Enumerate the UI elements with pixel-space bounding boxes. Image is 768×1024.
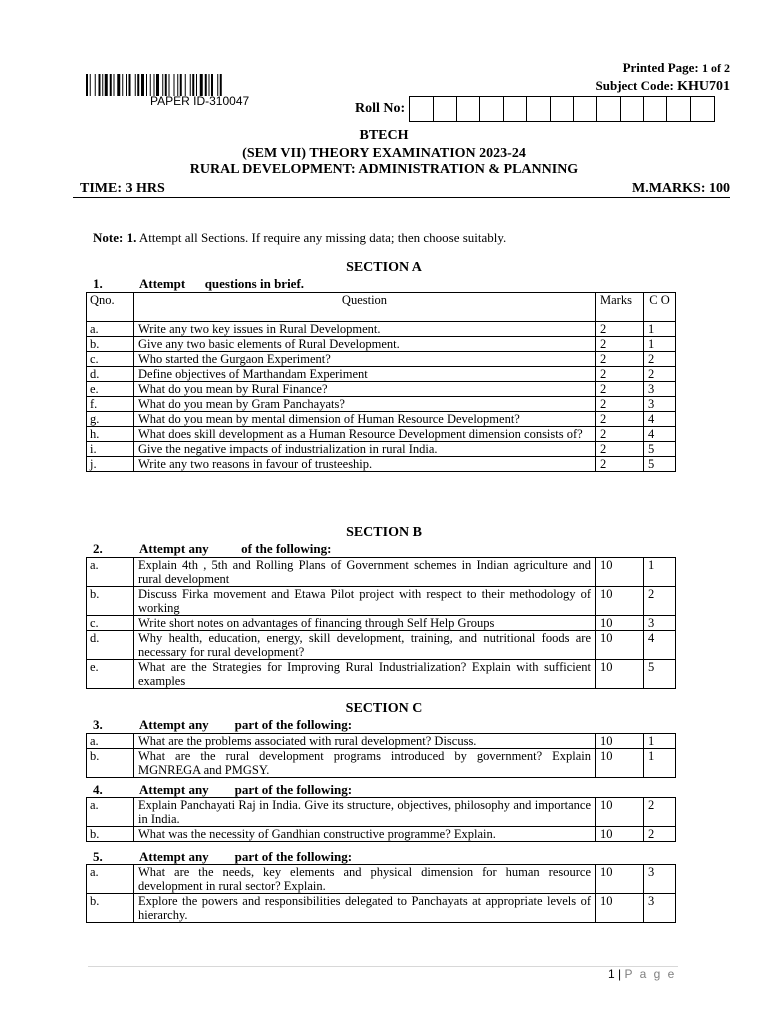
roll-digit-box[interactable] bbox=[597, 97, 620, 121]
question-marks: 10 bbox=[596, 865, 644, 894]
question-co: 3 bbox=[644, 616, 676, 631]
question-id: d. bbox=[87, 631, 134, 660]
question-text: What do you mean by Rural Finance? bbox=[134, 382, 596, 397]
table-row bbox=[87, 412, 676, 427]
roll-number bbox=[355, 96, 715, 122]
question-co: 5 bbox=[644, 457, 676, 472]
question-co: 3 bbox=[644, 382, 676, 397]
roll-digit-box[interactable] bbox=[644, 97, 667, 121]
question-marks: 10 bbox=[596, 660, 644, 689]
question-marks: 10 bbox=[596, 587, 644, 616]
question-co: 2 bbox=[644, 587, 676, 616]
barcode-bar bbox=[150, 74, 151, 96]
question-text: What are the problems associated with rural development? Discuss. bbox=[134, 734, 596, 749]
question-5-table bbox=[86, 864, 676, 923]
question-text: Write any two reasons in favour of trusteeship. bbox=[134, 457, 596, 472]
roll-number-boxes[interactable] bbox=[409, 96, 715, 122]
table-row bbox=[87, 382, 676, 397]
question-marks: 2 bbox=[596, 337, 644, 352]
question-co: 4 bbox=[644, 631, 676, 660]
question-id: a. bbox=[87, 798, 134, 827]
barcode-bar bbox=[117, 74, 120, 96]
roll-digit-box[interactable] bbox=[691, 97, 714, 121]
table-row bbox=[87, 367, 676, 382]
question-marks: 10 bbox=[596, 734, 644, 749]
barcode-bar bbox=[177, 74, 178, 96]
question-text: What does skill development as a Human Resource Development dimension consists of? bbox=[134, 427, 596, 442]
question-text: Define objectives of Marthandam Experiment bbox=[134, 367, 596, 382]
section-a-title: SECTION A bbox=[346, 260, 422, 275]
question-co: 2 bbox=[644, 352, 676, 367]
question-number: 1. bbox=[93, 276, 103, 291]
question-id: b. bbox=[87, 894, 134, 923]
question-co: 1 bbox=[644, 322, 676, 337]
printed-page-value: 1 of 2 bbox=[702, 61, 730, 75]
question-text: Who started the Gurgaon Experiment? bbox=[134, 352, 596, 367]
exam-time: TIME: 3 HRS bbox=[80, 181, 165, 196]
question-number: 5. bbox=[93, 849, 103, 864]
question-co: 2 bbox=[644, 827, 676, 842]
roll-digit-box[interactable] bbox=[504, 97, 527, 121]
table-row bbox=[87, 322, 676, 337]
barcode-bar bbox=[169, 74, 170, 96]
barcode-bar bbox=[114, 74, 115, 96]
question-text: What do you mean by Gram Panchayats? bbox=[134, 397, 596, 412]
question-3-table bbox=[86, 733, 676, 778]
question-id: a. bbox=[87, 558, 134, 587]
question-text: What was the necessity of Gandhian constructive programme? Explain. bbox=[134, 827, 596, 842]
question-id: c. bbox=[87, 616, 134, 631]
question-marks: 2 bbox=[596, 412, 644, 427]
question-id: a. bbox=[87, 734, 134, 749]
question-text: Discuss Firka movement and Etawa Pilot project with respect to their methodology of working bbox=[134, 587, 596, 616]
question-marks: 2 bbox=[596, 427, 644, 442]
question-co: 3 bbox=[644, 894, 676, 923]
question-instruction: Attempt any part of the following: bbox=[139, 782, 353, 797]
barcode-bar bbox=[211, 74, 213, 96]
question-id: c. bbox=[87, 352, 134, 367]
question-marks: 10 bbox=[596, 798, 644, 827]
question-marks: 10 bbox=[596, 749, 644, 778]
page-word: P a g e bbox=[624, 967, 677, 981]
table-row bbox=[87, 337, 676, 352]
printed-page bbox=[623, 60, 730, 76]
barcode-bar bbox=[90, 74, 91, 96]
question-number: 2. bbox=[93, 541, 103, 556]
max-marks: M.MARKS: 100 bbox=[632, 181, 730, 196]
barcode-bar bbox=[174, 74, 175, 96]
question-marks: 10 bbox=[596, 894, 644, 923]
table-row bbox=[87, 660, 676, 689]
question-text: What are the rural development programs introduced by government? Explain MGNREGA and PMGSY. bbox=[134, 749, 596, 778]
subject-code bbox=[596, 78, 731, 95]
question-text: Give any two basic elements of Rural Development. bbox=[134, 337, 596, 352]
question-co: 1 bbox=[644, 749, 676, 778]
paper-id: PAPER ID-310047 bbox=[150, 94, 250, 108]
question-marks: 2 bbox=[596, 442, 644, 457]
barcode-bar bbox=[165, 74, 167, 96]
header-marks: Marks bbox=[596, 293, 644, 322]
question-co: 5 bbox=[644, 442, 676, 457]
barcode-bar bbox=[190, 74, 191, 96]
subject-title: RURAL DEVELOPMENT: ADMINISTRATION & PLANNING bbox=[189, 162, 579, 177]
subject-code-value: KHU701 bbox=[677, 79, 730, 94]
question-id: b. bbox=[87, 827, 134, 842]
question-text: Explain Panchayati Raj in India. Give its structure, objectives, philosophy and importance in India. bbox=[134, 798, 596, 827]
table-row bbox=[87, 427, 676, 442]
section-b-table bbox=[86, 557, 676, 689]
barcode-bar bbox=[146, 74, 147, 96]
barcode-bar bbox=[209, 74, 210, 96]
question-number: 3. bbox=[93, 717, 103, 732]
exam-title: (SEM VII) THEORY EXAMINATION 2023-24 bbox=[242, 146, 526, 161]
table-row bbox=[87, 894, 676, 923]
barcode-bar bbox=[156, 74, 159, 96]
question-instruction: Attempt questions in brief. bbox=[139, 276, 305, 291]
barcode-bar bbox=[205, 74, 207, 96]
table-row bbox=[87, 734, 676, 749]
roll-digit-box[interactable] bbox=[410, 97, 433, 121]
question-number: 4. bbox=[93, 782, 103, 797]
barcode-bar bbox=[122, 74, 123, 96]
header-qno: Qno. bbox=[87, 293, 134, 322]
header-co: C O bbox=[644, 293, 676, 322]
question-id: b. bbox=[87, 337, 134, 352]
question-id: b. bbox=[87, 749, 134, 778]
barcode-bar bbox=[217, 74, 218, 96]
barcode-bar bbox=[102, 74, 103, 96]
roll-digit-box[interactable] bbox=[527, 97, 550, 121]
barcode-bar bbox=[129, 74, 131, 96]
question-marks: 2 bbox=[596, 367, 644, 382]
barcode-bar bbox=[196, 74, 197, 96]
roll-digit-box[interactable] bbox=[457, 97, 480, 121]
barcode-bar bbox=[95, 74, 96, 96]
section-b-title: SECTION B bbox=[346, 525, 422, 540]
table-row bbox=[87, 442, 676, 457]
roll-label: Roll No: bbox=[355, 101, 406, 116]
question-id: j. bbox=[87, 457, 134, 472]
table-row bbox=[87, 457, 676, 472]
note-number: 1. bbox=[126, 230, 137, 245]
question-co: 2 bbox=[644, 367, 676, 382]
question-instruction: Attempt any part of the following: bbox=[139, 849, 353, 864]
table-row bbox=[87, 798, 676, 827]
barcode-bar bbox=[200, 74, 203, 96]
roll-digit-box[interactable] bbox=[434, 97, 457, 121]
question-text: Why health, education, energy, skill development, training, and nutritional foods are necessary for rural development? bbox=[134, 631, 596, 660]
barcode-bar bbox=[162, 74, 163, 96]
question-id: i. bbox=[87, 442, 134, 457]
page-number: 1 bbox=[608, 967, 615, 981]
roll-digit-box[interactable] bbox=[667, 97, 690, 121]
roll-digit-box[interactable] bbox=[574, 97, 597, 121]
header-divider bbox=[73, 197, 730, 198]
question-id: e. bbox=[87, 660, 134, 689]
barcode-bar bbox=[154, 74, 155, 96]
barcode-bar bbox=[137, 74, 139, 96]
question-co: 5 bbox=[644, 660, 676, 689]
note bbox=[93, 230, 506, 246]
question-text: Give the negative impacts of industrialization in rural India. bbox=[134, 442, 596, 457]
program-title: BTECH bbox=[359, 128, 409, 143]
note-text: Attempt all Sections. If require any missing data; then choose suitably. bbox=[138, 230, 507, 245]
footer-divider bbox=[88, 966, 678, 967]
table-row bbox=[87, 352, 676, 367]
question-id: e. bbox=[87, 382, 134, 397]
question-co: 3 bbox=[644, 397, 676, 412]
section-a-table bbox=[86, 292, 676, 472]
table-row bbox=[87, 865, 676, 894]
roll-digit-box[interactable] bbox=[480, 97, 503, 121]
barcode-bar bbox=[99, 74, 101, 96]
question-marks: 2 bbox=[596, 352, 644, 367]
question-marks: 10 bbox=[596, 827, 644, 842]
question-id: d. bbox=[87, 367, 134, 382]
question-instruction: Attempt any of the following: bbox=[139, 541, 332, 556]
barcode-bar bbox=[86, 74, 88, 96]
note-label: Note: bbox=[93, 230, 124, 245]
barcode bbox=[86, 74, 316, 96]
question-id: a. bbox=[87, 322, 134, 337]
barcode-bar bbox=[141, 74, 144, 96]
question-co: 1 bbox=[644, 337, 676, 352]
question-instruction: Attempt any part of the following: bbox=[139, 717, 353, 732]
question-text: Write short notes on advantages of financing through Self Help Groups bbox=[134, 616, 596, 631]
question-text: Explore the powers and responsibilities delegated to Panchayats at appropriate levels of hierarchy. bbox=[134, 894, 596, 923]
page-footer bbox=[608, 967, 676, 981]
question-id: g. bbox=[87, 412, 134, 427]
question-id: a. bbox=[87, 865, 134, 894]
question-marks: 10 bbox=[596, 631, 644, 660]
barcode-bar bbox=[135, 74, 136, 96]
barcode-bar bbox=[220, 74, 222, 96]
table-row bbox=[87, 631, 676, 660]
question-text: Write any two key issues in Rural Development. bbox=[134, 322, 596, 337]
header-question: Question bbox=[134, 293, 596, 322]
roll-digit-box[interactable] bbox=[621, 97, 644, 121]
question-co: 4 bbox=[644, 412, 676, 427]
page-separator: | bbox=[614, 967, 625, 981]
table-row bbox=[87, 827, 676, 842]
table-row bbox=[87, 616, 676, 631]
question-id: b. bbox=[87, 587, 134, 616]
roll-digit-box[interactable] bbox=[551, 97, 574, 121]
question-text: What are the needs, key elements and physical dimension for human resource development in rural sector? Explain. bbox=[134, 865, 596, 894]
barcode-bar bbox=[126, 74, 127, 96]
question-id: h. bbox=[87, 427, 134, 442]
question-text: What are the Strategies for Improving Rural Industrialization? Explain with sufficient examples bbox=[134, 660, 596, 689]
barcode-bar bbox=[105, 74, 108, 96]
table-row bbox=[87, 558, 676, 587]
table-row bbox=[87, 587, 676, 616]
question-co: 1 bbox=[644, 558, 676, 587]
barcode-bar bbox=[192, 74, 194, 96]
question-co: 4 bbox=[644, 427, 676, 442]
table-header-row bbox=[87, 293, 676, 322]
barcode-bar bbox=[185, 74, 186, 96]
section-c-title: SECTION C bbox=[345, 701, 423, 716]
question-id: f. bbox=[87, 397, 134, 412]
printed-page-label: Printed Page: bbox=[622, 60, 699, 75]
barcode-bar bbox=[110, 74, 112, 96]
table-row bbox=[87, 397, 676, 412]
question-co: 2 bbox=[644, 798, 676, 827]
question-marks: 2 bbox=[596, 457, 644, 472]
question-marks: 2 bbox=[596, 382, 644, 397]
question-co: 1 bbox=[644, 734, 676, 749]
question-marks: 10 bbox=[596, 616, 644, 631]
table-row bbox=[87, 749, 676, 778]
question-marks: 2 bbox=[596, 322, 644, 337]
question-co: 3 bbox=[644, 865, 676, 894]
question-text: What do you mean by mental dimension of Human Resource Development? bbox=[134, 412, 596, 427]
subject-code-label: Subject Code: bbox=[595, 78, 674, 93]
question-marks: 10 bbox=[596, 558, 644, 587]
barcode-bar bbox=[180, 74, 182, 96]
question-4-table bbox=[86, 797, 676, 842]
question-text: Explain 4th , 5th and Rolling Plans of Government schemes in Indian agriculture and rural development bbox=[134, 558, 596, 587]
question-marks: 2 bbox=[596, 397, 644, 412]
